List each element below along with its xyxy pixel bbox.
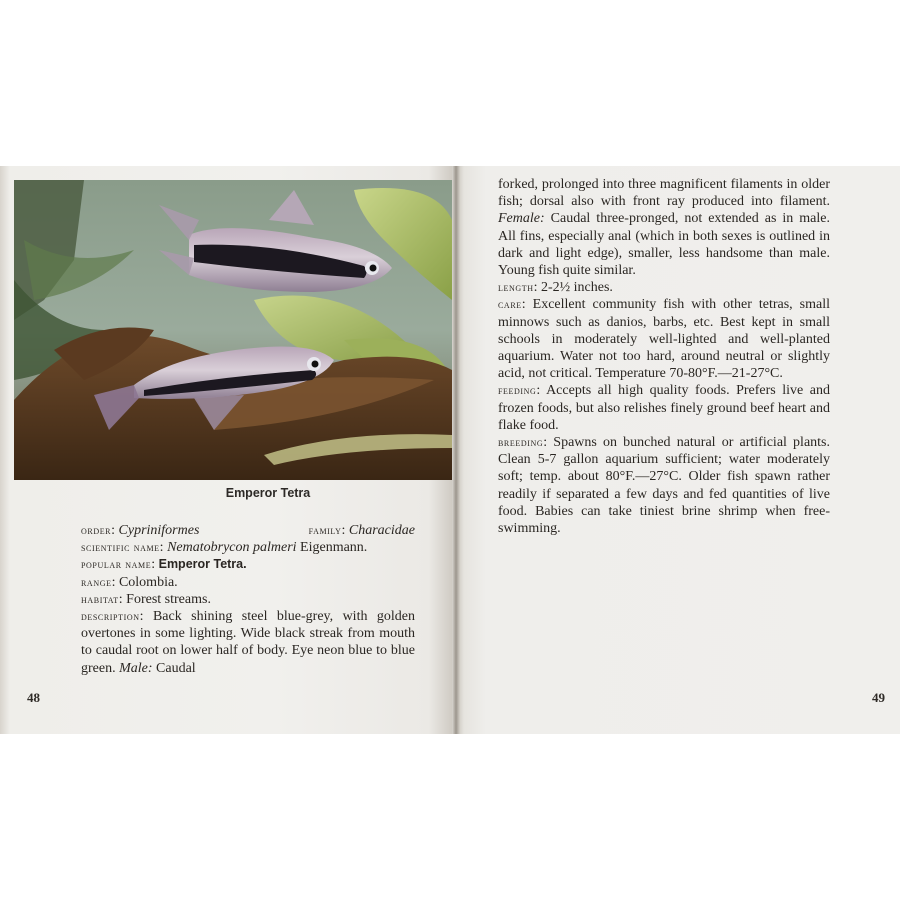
length-row: length: 2-2½ inches. bbox=[498, 280, 613, 296]
breeding-label: breeding bbox=[498, 435, 544, 450]
description-continued-text: forked, prolonged into three magnificent filaments in older fish; dorsal also with front ray produced into filament. bbox=[498, 177, 830, 210]
description-continued-paragraph bbox=[498, 176, 830, 279]
order-label: order bbox=[81, 523, 112, 537]
scientific-name-value: Nematobrycon palmeri bbox=[167, 540, 297, 556]
emperor-tetra-photo-illustration bbox=[14, 180, 452, 480]
fish-photo bbox=[14, 180, 452, 480]
popular-name-value: Emperor Tetra. bbox=[158, 557, 247, 572]
female-text: Caudal three-pronged, not extended as in male. All fins, especially anal (which in both sexes is outlined in dark and light edge), smaller, less handsome than male. Young fish quite similar. bbox=[498, 211, 830, 279]
caption-text: Emperor Tetra bbox=[225, 486, 311, 500]
length-value: 2-2½ inches. bbox=[540, 280, 613, 296]
species-details bbox=[81, 522, 415, 677]
popular-name-label: popular name bbox=[81, 557, 152, 572]
habitat-label: habitat bbox=[81, 591, 119, 606]
scientific-author: Eigenmann. bbox=[300, 540, 368, 556]
male-label: Male: bbox=[119, 660, 153, 676]
feeding-paragraph: feeding: Accepts all high quality foods. Prefers live and frozen foods, but also relishes finely ground beef heart and flake food. bbox=[498, 383, 830, 433]
care-text: Excellent community fish with other tetras, small minnows such as danios, barbs, etc. Best kept in small schools in moderately well-lighted and well-planted aquarium. Water not too hard, around neutral or slightly acid, not critical. Temperature 70-80°F.—21-27°C. bbox=[498, 297, 830, 382]
length-label: length bbox=[498, 280, 534, 295]
description-label: description bbox=[81, 609, 140, 624]
book-gutter bbox=[452, 166, 460, 734]
order-value: Cypriniformes bbox=[118, 523, 200, 538]
care-label: care bbox=[498, 297, 522, 312]
breeding-paragraph: breeding: Spawns on bunched natural or artificial plants. Clean 5-7 gallon aquarium sufficient; water moderately soft; temp. about 80°F.—27°C. Older fish spawn rather readily if separated a few days and fed quantities of live food. Babies can take tiniest brine shrimp when free-swimming. bbox=[498, 435, 830, 537]
page-number-left: 48 bbox=[27, 690, 40, 705]
open-book bbox=[0, 166, 900, 734]
range-row: range: Colombia. bbox=[81, 574, 178, 590]
feeding-label: feeding bbox=[498, 383, 537, 398]
popular-name-row: popular name: Emperor Tetra. bbox=[81, 557, 247, 573]
left-page bbox=[0, 166, 456, 734]
species-details-continued bbox=[498, 176, 830, 537]
feeding-text: Accepts all high quality foods. Prefers live and frozen foods, but also relishes finely ground beef heart and flake food. bbox=[498, 383, 830, 433]
family-entry: family: Characidae bbox=[308, 523, 415, 538]
range-label: range bbox=[81, 574, 112, 589]
family-label: family bbox=[308, 523, 342, 537]
description-paragraph: description: Back shining steel blue-grey, with golden overtones in some lighting. Wide black streak from mouth to caudal root on lower half of body. Eye neon blue to blue green. Male: Caudal bbox=[81, 609, 415, 676]
range-value: Colombia. bbox=[118, 574, 178, 590]
family-value: Characidae bbox=[348, 523, 415, 538]
care-paragraph: care: Excellent community fish with other tetras, small minnows such as danios, barbs, etc. Best kept in small schools in moderately well-lighted and well-planted aquarium. Water not too hard, around neutral or slightly acid, not critical. Temperature 70-80°F.—21-27°C. bbox=[498, 297, 830, 382]
order-family-row: order: Cypriniformes family: Characidae bbox=[81, 523, 415, 538]
scientific-name-row: scientific name: Nematobrycon palmeri Eigenmann. bbox=[81, 540, 368, 556]
scientific-name-label: scientific name bbox=[81, 540, 160, 555]
page-number-right: 49 bbox=[872, 690, 885, 705]
photo-caption bbox=[0, 486, 456, 500]
male-text: Caudal bbox=[156, 660, 196, 676]
female-label: Female: bbox=[498, 211, 545, 227]
habitat-value: Forest streams. bbox=[126, 591, 211, 607]
habitat-row: habitat: Forest streams. bbox=[81, 591, 211, 607]
description-text: Back shining steel blue-grey, with golden overtones in some lighting. Wide black streak from mouth to caudal root on lower half of body. Eye neon blue to blue green. bbox=[81, 609, 415, 676]
breeding-text: Spawns on bunched natural or artificial plants. Clean 5-7 gallon aquarium sufficient; water moderately soft; temp. about 80°F.—27°C. Older fish spawn rather readily if separated a few days and fed quantities of live food. Babies can take tiniest brine shrimp when free-swimming. bbox=[498, 435, 830, 537]
